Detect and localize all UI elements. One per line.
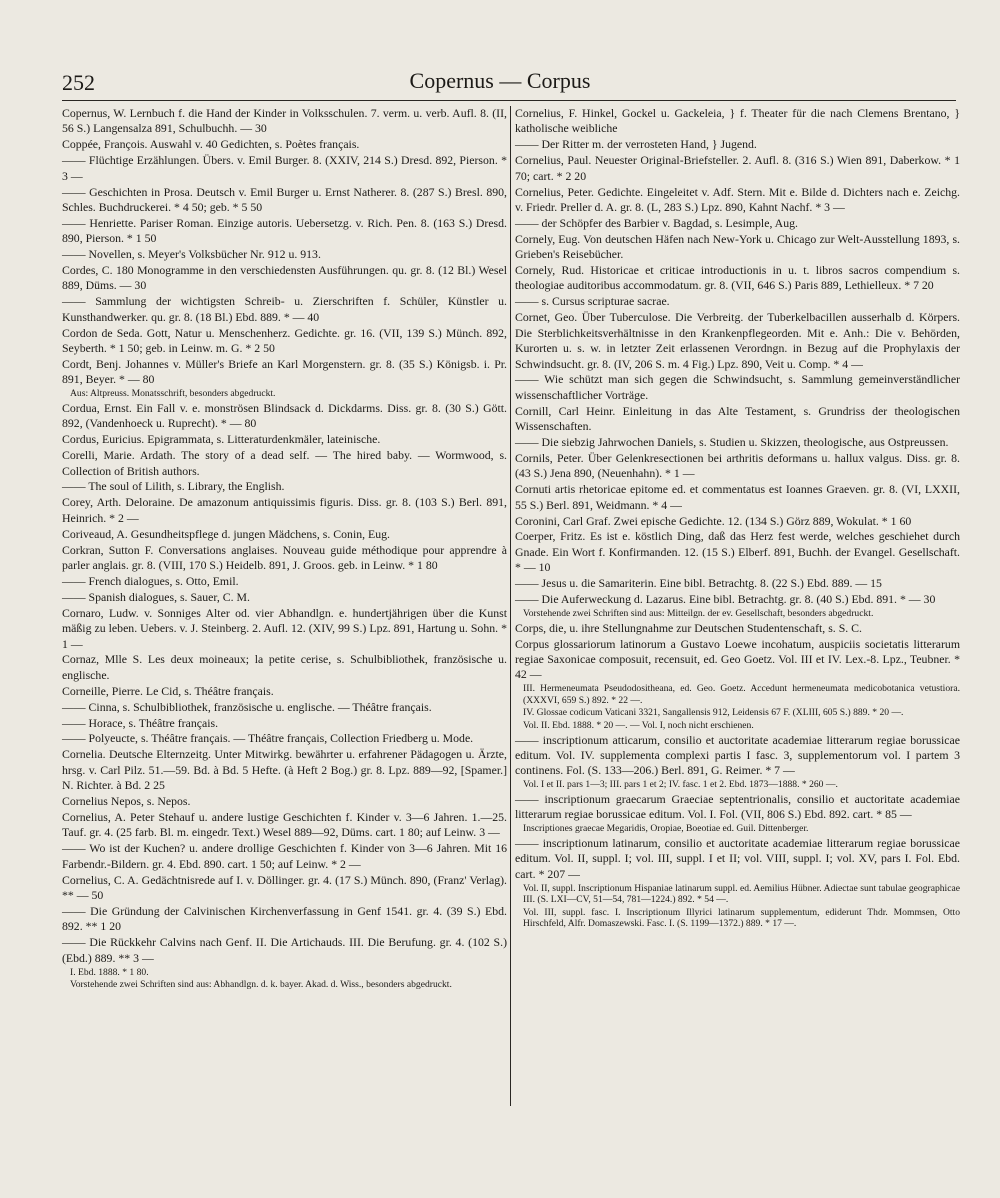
right-column bbox=[515, 106, 963, 1141]
page-number: 252 bbox=[62, 70, 95, 95]
entry: —— Henriette. Pariser Roman. Einzige autoris. Uebersetzg. v. Rich. Pen. 8. (163 S.) Dresd. 890, Pierson. * 1 50 bbox=[62, 215, 510, 246]
entry-note: I. Ebd. 1888. * 1 80. bbox=[70, 966, 149, 978]
entry: —— inscriptionum latinarum, consilio et auctoritate academiae litterarum regiae borussicae editum. Vol. II, suppl. I; vol. III, suppl. I et II; vol. VIII, suppl. I; vol. XV, pars I. Fol. Ebd. cart. * 207 — bbox=[515, 835, 963, 881]
entry: Corpus glossariorum latinorum a Gustavo Loewe incohatum, auspiciis societatis litterarum regiae Saxonicae composuit, recensuit, ed. Geo Goetz. Vol. III et IV. Lex.-8. Lpz., Teubner. * 42 — bbox=[515, 636, 963, 682]
entry: Cornelius, Peter. Gedichte. Eingeleitet v. Adf. Stern. Mit e. Bilde d. Dichters nach e. Zeichg. v. Friedr. Preller d. A. gr. 8. (L, 283 S.) Lpz. 890, Kahnt Nachf. * 3 — bbox=[515, 184, 963, 214]
entry: —— Jesus u. die Samariterin. Eine bibl. Betrachtg. 8. (22 S.) Ebd. 889. — 15 bbox=[515, 576, 882, 591]
entry: —— Cinna, s. Schulbibliothek, französische u. englische. — Théâtre français. bbox=[62, 699, 432, 714]
entry: —— Die Gründung der Calvinischen Kirchenverfassung in Genf 1541. gr. 4. (39 S.) Ebd. 892. ** 1 20 bbox=[62, 903, 510, 934]
entry: Cornaro, Ludw. v. Sonniges Alter od. vier Abhandlgn. e. hundertjährigen über die Kunst mäßig zu leben. Uebers. v. J. Steinberg. 2. Aufl. 12. (XIV, 99 S.) Lpz. 891, Hartung u. Sohn. * 1 — bbox=[62, 605, 510, 651]
entry: —— Die siebzig Jahrwochen Daniels, s. Studien u. Skizzen, theologische, aus Ostpreussen. bbox=[515, 435, 949, 450]
entry-note: Inscriptiones graecae Megaridis, Oropiae, Boeotiae ed. Guil. Dittenberger. bbox=[523, 823, 809, 835]
entry: Coronini, Carl Graf. Zwei epische Gedichte. 12. (134 S.) Görz 889, Wokulat. * 1 60 bbox=[515, 513, 912, 528]
entry-note: Vol. III, suppl. fasc. I. Inscriptionum Illyrici latinarum supplementum, ediderunt Thdr. Mommsen, Otto Hirschfeld, Alfr. Domaszewski. Fasc. I. (S. 1199—1372.) 889. * 17 —. bbox=[523, 906, 963, 930]
entry: Corey, Arth. Deloraine. De amazonum antiquissimis figuris. Diss. gr. 8. (103 S.) Berl. 891, Heinrich. * 2 — bbox=[62, 495, 510, 525]
entry: —— Sammlung der wichtigsten Schreib- u. Zierschriften f. Schüler, Künstler u. Kunsthandwerker. qu. gr. 8. (18 Bl.) Ebd. 889. * — 40 bbox=[62, 294, 510, 324]
left-column bbox=[62, 106, 510, 1141]
entry: Cordt, Benj. Johannes v. Müller's Briefe an Karl Morgenstern. gr. 8. (35 S.) Königsb. i. Pr. 891, Beyer. * — 80 bbox=[62, 357, 510, 387]
entry: —— Die Auferweckung d. Lazarus. Eine bibl. Betrachtg. gr. 8. (40 S.) Ebd. 891. * — 30 bbox=[515, 592, 936, 607]
entry: —— Wo ist der Kuchen? u. andere drollige Geschichten f. Kinder von 3—6 Jahren. Mit 16 Farbendr.-Bildern. gr. 4. Ebd. 890. cart. 1 50; auf Leinw. * 2 — bbox=[62, 841, 510, 871]
entry-note: Vorstehende zwei Schriften sind aus: Abhandlgn. d. k. bayer. Akad. d. Wiss., besonders abgedruckt. bbox=[70, 979, 452, 991]
column-divider bbox=[510, 106, 511, 1106]
entry: Cordon de Seda. Gott, Natur u. Menschenherz. Gedichte. gr. 16. (VII, 139 S.) Münch. 892, Seyberth. * 1 50; geb. in Leinw. m. G. * 2 50 bbox=[62, 325, 510, 356]
entry: —— der Schöpfer des Barbier v. Bagdad, s. Lesimple, Aug. bbox=[515, 215, 798, 230]
entry: Corps, die, u. ihre Stellungnahme zur Deutschen Studentenschaft, s. S. C. bbox=[515, 620, 862, 635]
entry-note: Aus: Altpreuss. Monatsschrift, besonders abgedruckt. bbox=[70, 388, 276, 400]
entry-note: Vol. II. Ebd. 1888. * 20 —. — Vol. I, noch nicht erschienen. bbox=[523, 720, 754, 731]
entry: —— French dialogues, s. Otto, Emil. bbox=[62, 573, 239, 588]
entry: —— The soul of Lilith, s. Library, the English. bbox=[62, 479, 285, 494]
entry: —— inscriptionum graecarum Graeciae septentrionalis, consilio et auctoritate academiae litterarum regiae borussicae editum. Vol. I. Fol. (VII, 806 S.) Ebd. 892. cart. * 85 — bbox=[515, 791, 963, 822]
entry: Corkran, Sutton F. Conversations anglaises. Nouveau guide méthodique pour apprendre à parler anglais. gr. 8. (VIII, 170 S.) Heidelb. 891, J. Groos. geb. in Leinw. * 1 80 bbox=[62, 542, 510, 572]
entry: Coppée, François. Auswahl v. 40 Gedichten, s. Poètes français. bbox=[62, 137, 360, 152]
entry: Cornelius, C. A. Gedächtnisrede auf I. v. Döllinger. gr. 4. (17 S.) Münch. 890, (Franz' Verlag). ** — 50 bbox=[62, 872, 510, 902]
entry: Cornet, Geo. Über Tuberculose. Die Verbreitg. der Tuberkelbacillen ausserhalb d. Körpers. Die Sterblichkeitsverhältnisse in den Krankenpflegeorden. Mit e. Anh.: Die v. Behörden, Kurorten u. s. w. in letzter Zeit erlassenen Verordngn. in Bezug auf die Prophylaxis der Schwindsucht. gr. 8. (IV, 206 S. m. 4 Fig.) Lpz. 890, Veit u. Comp. * 4 — bbox=[515, 310, 963, 371]
entry: Cornelius, A. Peter Stehauf u. andere lustige Geschichten f. Kinder v. 3—6 Jahren. 1.—25. Tauf. gr. 4. (25 farb. Bl. m. eingedr. Text.) Wesel 889—92, Düms. cart. 1 80; auf Leinw. 3 — bbox=[62, 809, 510, 840]
entry: Copernus, W. Lernbuch f. die Hand der Kinder in Volksschulen. 7. verm. u. verb. Aufl. 8. (II, 56 S.) Langensalza 891, Schulbuchh. — 30 bbox=[62, 106, 510, 136]
entry: Cordes, C. 180 Monogramme in den verschiedensten Ausführungen. qu. gr. 8. (12 Bl.) Wesel 889, Düms. — 30 bbox=[62, 263, 510, 293]
entry-note: IV. Glossae codicum Vaticani 3321, Sangallensis 912, Leidensis 67 F. (XLIII, 605 S.) 889. * 20 —. bbox=[523, 707, 904, 719]
entry: —— inscriptionum atticarum, consilio et auctoritate academiae litterarum regiae borussicae editum. Vol. IV. supplementa complexi partis I fasc. 3, supplementorum vol. I partem 3 continens. Fol. (S. 133—206.) Berl. 891, G. Reimer. * 7 — bbox=[515, 732, 963, 778]
entry-note: Vorstehende zwei Schriften sind aus: Mitteilgn. der ev. Gesellschaft, besonders abgedruckt. bbox=[523, 608, 874, 619]
entry: Cornill, Carl Heinr. Einleitung in das Alte Testament, s. Grundriss der theologischen Wissenschaften. bbox=[515, 403, 963, 434]
entry: —— Geschichten in Prosa. Deutsch v. Emil Burger u. Ernst Natherer. 8. (287 S.) Bresl. 890, Schles. Buchdruckerei. * 4 50; geb. * 5 50 bbox=[62, 184, 510, 214]
entry: Coriveaud, A. Gesundheitspflege d. jungen Mädchens, s. Conin, Eug. bbox=[62, 526, 390, 541]
entry-note: Vol. II, suppl. Inscriptionum Hispaniae latinarum suppl. ed. Aemilius Hübner. Adiectae sunt tabulae geographicae III. (S. LXI—CV, 51—54, 781—1224.) 892. * 54 —. bbox=[523, 882, 963, 906]
entry: Cornils, Peter. Über Gelenkresectionen bei arthritis deformans u. hallux valgus. Diss. gr. 8. (43 S.) Jena 890, (Neuenhahn). * 1 — bbox=[515, 450, 963, 481]
entry: Cornelius Nepos, s. Nepos. bbox=[62, 794, 191, 809]
entry: —— s. Cursus scripturae sacrae. bbox=[515, 294, 670, 309]
entry: —— Der Ritter m. der verrosteten Hand, } Jugend. bbox=[515, 137, 757, 152]
entry: Cornelius, Paul. Neuester Original-Briefsteller. 2. Aufl. 8. (316 S.) Wien 891, Daberkow. * 1 70; cart. * 2 20 bbox=[515, 153, 963, 183]
entry: Cornely, Eug. Von deutschen Häfen nach New-York u. Chicago zur Welt-Ausstellung 1893, s. Grieben's Reisebücher. bbox=[515, 231, 963, 262]
entry: Cornuti artis rhetoricae epitome ed. et commentatus est Ioannes Graeven. gr. 8. (VI, LXXII, 55 S.) Berl. 891, Weidmann. * 4 — bbox=[515, 482, 963, 512]
page-header: Copernus — Corpus bbox=[409, 68, 591, 93]
entry: —— Polyeucte, s. Théâtre français. — Théâtre français, Collection Friedberg u. Mode. bbox=[62, 731, 474, 746]
entry: Cornelius, F. Hinkel, Gockel u. Gackeleia, } f. Theater für die nach Clemens Brentano, } katholische weibliche bbox=[515, 106, 963, 136]
entry: Cordua, Ernst. Ein Fall v. e. monströsen Blindsack d. Dickdarms. Diss. gr. 8. (30 S.) Gött. 892, (Vandenhoeck u. Ruprecht). * — 80 bbox=[62, 400, 510, 431]
entry: Cordus, Euricius. Epigrammata, s. Litteraturdenkmäler, lateinische. bbox=[62, 432, 381, 447]
entry: Corneille, Pierre. Le Cid, s. Théâtre français. bbox=[62, 683, 274, 698]
entry: Coerper, Fritz. Es ist e. köstlich Ding, daß das Herz fest werde, welches geschiehet durch Gnade. Ein Wort f. Konfirmanden. 12. (15 S.) Elberf. 891, Buchh. der Evangel. Gesellschaft. * — 10 bbox=[515, 529, 963, 575]
entry: —— Horace, s. Théâtre français. bbox=[62, 715, 219, 730]
entry: Cornelia. Deutsche Elternzeitg. Unter Mitwirkg. bewährter u. erfahrener Pädagogen u. Ärzte, hrsg. v. Carl Pilz. 51.—59. Bd. à Bd. 5 Hefte. (à Heft 2 Bog.) gr. 8. Lpz. 889—92, [Spamer.] N. Richter. à Bd. 2 25 bbox=[62, 747, 510, 793]
entry: Cornely, Rud. Historicae et criticae introductionis in u. t. libros sacros compendium s. theologiae auditoribus accommodatum. gr. 8. (VII, 646 S.) Paris 889, Lethielleux. * 7 20 bbox=[515, 263, 963, 293]
entry: —— Flüchtige Erzählungen. Übers. v. Emil Burger. 8. (XXIV, 214 S.) Dresd. 892, Pierson. * 3 — bbox=[62, 153, 510, 183]
entry-note: Vol. I et II. pars 1—3; III. pars 1 et 2; IV. fasc. 1 et 2. Ebd. 1873—1888. * 260 —. bbox=[523, 779, 838, 791]
entry: Cornaz, Mlle S. Les deux moineaux; la petite cerise, s. Schulbibliothek, französische u. englische. bbox=[62, 652, 510, 682]
entry: —— Novellen, s. Meyer's Volksbücher Nr. 912 u. 913. bbox=[62, 247, 321, 262]
entry: —— Spanish dialogues, s. Sauer, C. M. bbox=[62, 589, 250, 604]
entry: Corelli, Marie. Ardath. The story of a dead self. — The hired baby. — Wormwood, s. Collection of British authors. bbox=[62, 448, 510, 478]
entry: —— Die Rückkehr Calvins nach Genf. II. Die Artichauds. III. Die Berufung. gr. 4. (102 S.) (Ebd.) 889. ** 3 — bbox=[62, 935, 510, 965]
header-rule bbox=[62, 100, 956, 101]
entry-note: III. Hermeneumata Pseudodositheana, ed. Geo. Goetz. Accedunt hermeneumata medicobotanica vetustiora. (XXXVI, 659 S.) 892. * 22 —. bbox=[523, 683, 963, 706]
entry: —— Wie schützt man sich gegen die Schwindsucht, s. Sammlung gemeinverständlicher wissenschaftlicher Vorträge. bbox=[515, 372, 963, 402]
